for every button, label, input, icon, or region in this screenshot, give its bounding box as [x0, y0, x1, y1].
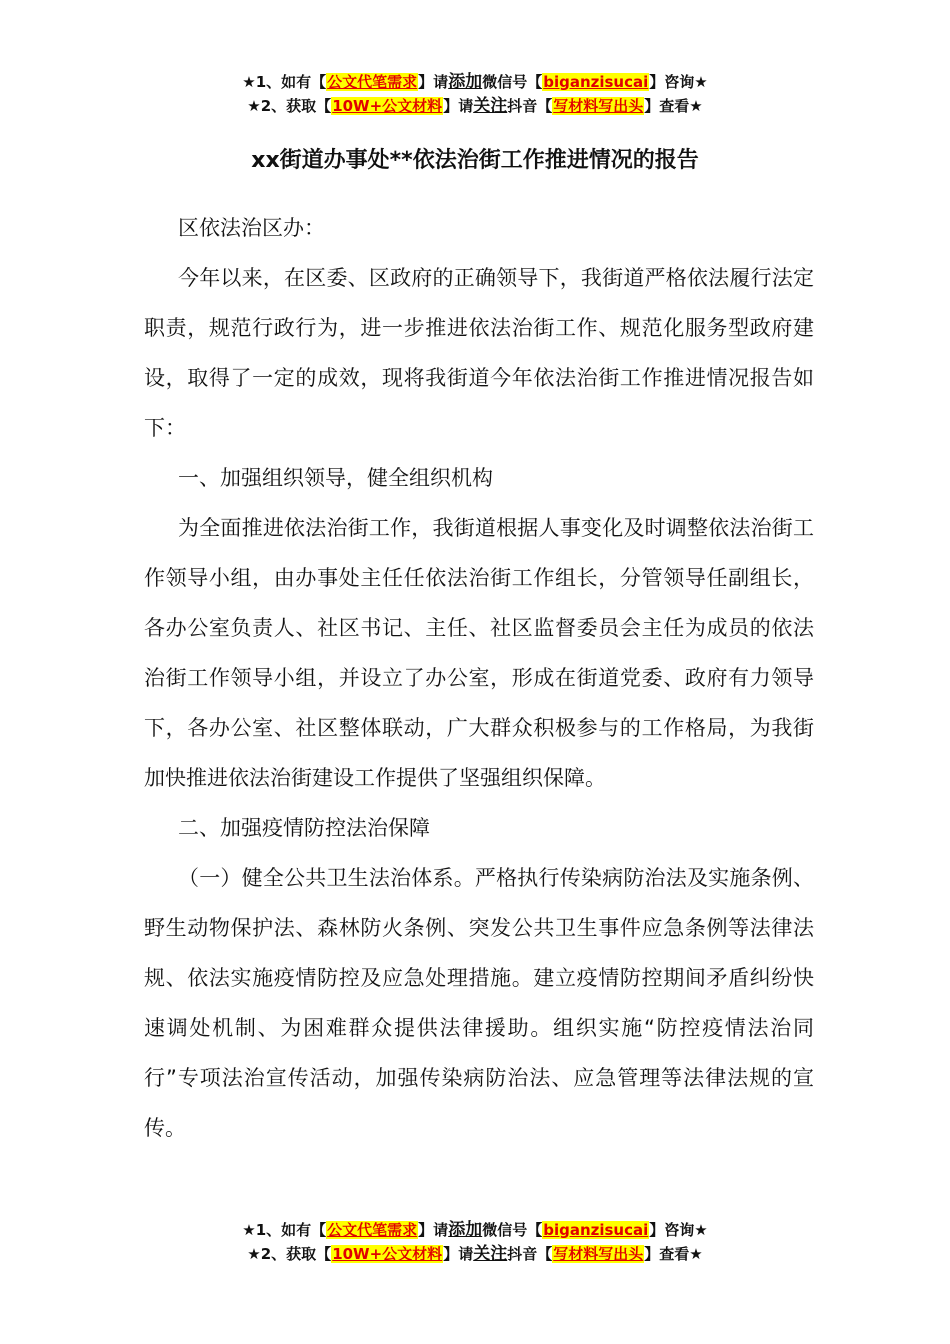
promo-text: 】查看★: [644, 97, 703, 115]
promo-douyin-id: 写材料写出头: [553, 97, 644, 115]
promo-banner-top: [0, 70, 950, 118]
promo-text: 微信号【: [482, 73, 543, 91]
promo-line-2: [0, 1242, 950, 1266]
promo-text: 】咨询★: [649, 73, 708, 91]
promo-text: 抖音【: [507, 97, 553, 115]
section-heading: 二、加强疫情防控法治保障: [178, 816, 430, 840]
paragraph: 今年以来，在区委、区政府的正确领导下，我街道严格依法履行法定职责，规范行政行为，进一步推进依法治街工作、规范化服务型政府建设，取得了一定的成效，现将我街道今年依法治街工作推进情况报告如下：: [144, 266, 814, 440]
promo-text: 】请: [443, 1245, 474, 1263]
promo-emphasis: 关注: [473, 96, 508, 116]
promo-text: 】咨询★: [649, 1221, 708, 1239]
promo-line-2: [0, 94, 950, 118]
promo-text: ★1、如有【: [242, 1221, 327, 1239]
paragraph: （一）健全公共卫生法治体系。严格执行传染病防治法及实施条例、野生动物保护法、森林防火条例、突发公共卫生事件应急条例等法律法规、依法实施疫情防控及应急处理措施。建立疫情防控期间矛盾纠纷快速调处机制、为困难群众提供法律援助。组织实施“防控疫情法治同行”专项法治宣传活动，加强传染病防治法、应急管理等法律法规的宣传。: [144, 866, 814, 1140]
promo-highlight: 公文代笔需求: [327, 1221, 418, 1239]
promo-highlight: 10W+公文材料: [332, 1245, 443, 1263]
promo-text: ★2、获取【: [247, 1245, 332, 1263]
promo-emphasis: 关注: [473, 1244, 508, 1264]
promo-text: 】查看★: [644, 1245, 703, 1263]
section-heading: 一、加强组织领导，健全组织机构: [178, 466, 493, 490]
promo-emphasis: 添加: [448, 72, 483, 92]
promo-line-1: [0, 70, 950, 94]
promo-line-1: [0, 1218, 950, 1242]
salutation: 区依法治区办：: [178, 216, 325, 240]
promo-highlight: 10W+公文材料: [332, 97, 443, 115]
promo-highlight: 公文代笔需求: [327, 73, 418, 91]
promo-emphasis: 添加: [448, 1220, 483, 1240]
promo-text: ★2、获取【: [247, 97, 332, 115]
promo-wechat-id: biganzisucai: [543, 1221, 649, 1239]
promo-banner-bottom: [0, 1218, 950, 1266]
promo-text: 抖音【: [507, 1245, 553, 1263]
promo-text: 微信号【: [482, 1221, 543, 1239]
promo-douyin-id: 写材料写出头: [553, 1245, 644, 1263]
document-title: xx街道办事处**依法治街工作推进情况的报告: [251, 148, 699, 173]
promo-text: ★1、如有【: [242, 73, 327, 91]
promo-wechat-id: biganzisucai: [543, 73, 649, 91]
document-body: [144, 203, 814, 1153]
promo-text: 】请: [418, 73, 449, 91]
promo-text: 】请: [418, 1221, 449, 1239]
paragraph: 为全面推进依法治街工作，我街道根据人事变化及时调整依法治街工作领导小组，由办事处主任任依法治街工作组长，分管领导任副组长，各办公室负责人、社区书记、主任、社区监督委员会主任为成员的依法治街工作领导小组，并设立了办公室，形成在街道党委、政府有力领导下，各办公室、社区整体联动，广大群众积极参与的工作格局，为我街加快推进依法治街建设工作提供了坚强组织保障。: [144, 516, 814, 790]
promo-text: 】请: [443, 97, 474, 115]
